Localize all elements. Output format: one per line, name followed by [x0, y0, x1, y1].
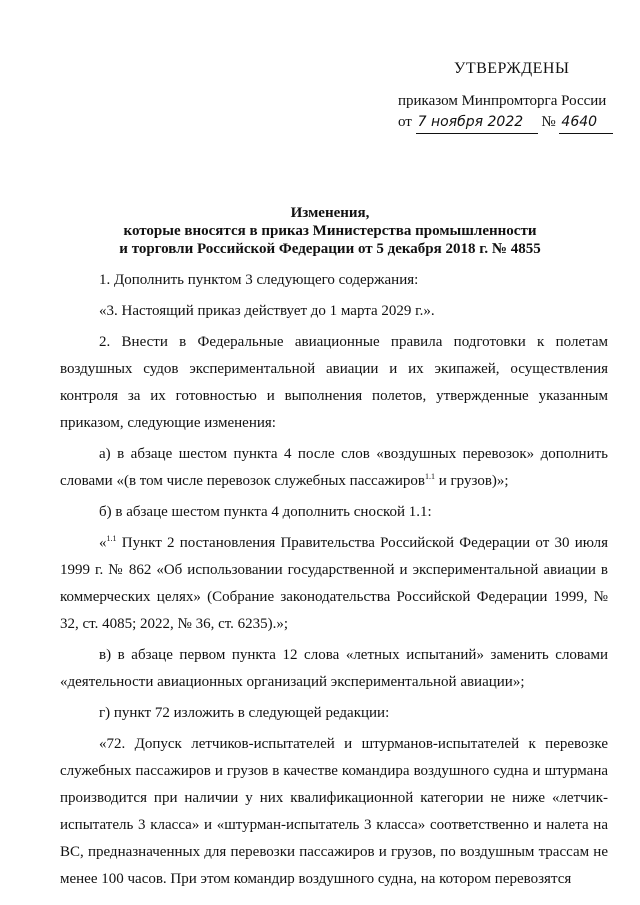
approval-block	[398, 58, 618, 134]
paragraph-1: 1. Дополнить пунктом 3 следующего содержания:	[99, 272, 419, 288]
paragraph-5: б) в абзаце шестом пункта 4 дополнить сноской 1.1:	[99, 504, 432, 520]
handwritten-date: 7 ноября 2022	[416, 112, 538, 134]
paragraph-2: «3. Настоящий приказ действует до 1 марта 2029 г.».	[99, 303, 435, 319]
approval-number-prefix: №	[541, 114, 556, 130]
paragraph-9: «72. Допуск летчиков-испытателей и штурманов-испытателей к перевозке служебных пассажиров и грузов в качестве командира воздушного судна и штурмана производится при наличии у них квалификационной категории не ниже «летчик-испытатель 3 класса» и «штурман-испытатель 3 класса» соответственно и налета на ВС, предназначенных для перевозки пассажиров и грузов, по воздушным трассам не менее 100 часов. При этом командир воздушного судна, на котором перевозятся	[60, 736, 608, 887]
footnote-marker: 1.1	[425, 472, 435, 481]
heading-line-3: и торговли Российской Федерации от 5 декабря 2018 г. № 4855	[119, 241, 541, 257]
footnote-marker: 1.1	[106, 534, 117, 543]
document-body	[60, 267, 608, 897]
document-heading	[60, 204, 600, 258]
approval-date-line	[398, 112, 618, 134]
paragraph-8: г) пункт 72 изложить в следующей редакции:	[99, 705, 390, 721]
paragraph-6	[60, 530, 608, 638]
paragraph-4	[60, 441, 608, 495]
paragraph-7: в) в абзаце первом пункта 12 слова «летных испытаний» заменить словами «деятельности авиационных организаций экспериментальной авиации»;	[60, 647, 608, 690]
heading-line-2: которые вносятся в приказ Министерства промышленности	[123, 223, 537, 239]
approval-order-line: приказом Минпромторга России	[398, 93, 607, 109]
paragraph-4-tail: и грузов)»;	[435, 473, 509, 489]
handwritten-number: 4640	[559, 112, 613, 134]
paragraph-6-text: Пункт 2 постановления Правительства Российской Федерации от 30 июля 1999 г. № 862 «Об использовании государственной и экспериментальной авиации в коммерческих целях» (Собрание законодательства Российской Федерации 1999, № 32, ст. 4085; 2022, № 36, ст. 6235).»;	[60, 535, 608, 632]
paragraph-4-text: а) в абзаце шестом пункта 4 после слов «воздушных перевозок» дополнить словами «(в том числе перевозок служебных пассажиров	[60, 446, 608, 489]
approval-from-prefix: от	[398, 114, 412, 130]
approval-title: УТВЕРЖДЕНЫ	[454, 60, 570, 77]
paragraph-6-quote: «	[99, 535, 107, 551]
paragraph-3: 2. Внести в Федеральные авиационные правила подготовки к полетам воздушных судов экспериментальной авиации и их экипажей, осуществления контроля за их готовностью и выполнения полетов, утвержденные указанным приказом, следующие изменения:	[60, 334, 608, 431]
heading-line-1: Изменения,	[290, 205, 370, 221]
